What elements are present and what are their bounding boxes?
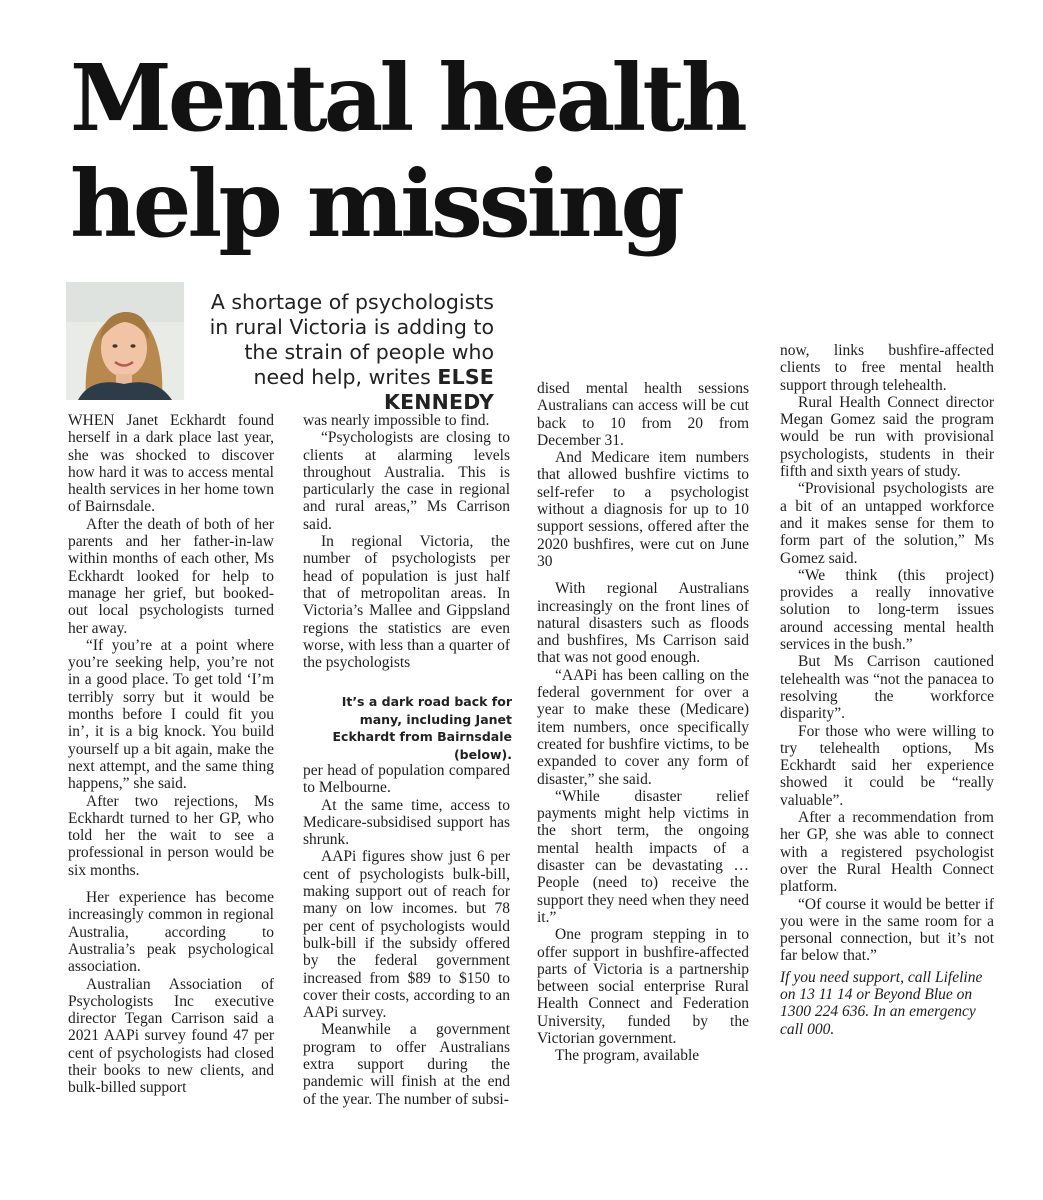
paragraph: At the same time, access to Medicare-subsidised support has shrunk.: [303, 796, 510, 849]
headline-line-1: Mental health: [70, 44, 744, 152]
paragraph: “If you’re at a point where you’re seeking help, you’re not in a good place. To get told ‘I’m terribly sorry but it would be months before I could fit you in’, it is a big knock. You build yourself up a bit again, make the next attempt, and the same thing happens,” she said.: [68, 636, 274, 793]
paragraph: WHEN Janet Eckhardt found herself in a dark place last year, she was shocked to discover how hard it was to access mental health services in her home town of Bairnsdale.: [68, 412, 274, 516]
paragraph: In regional Victoria, the number of psychologists per head of population is just half that of metropolitan areas. In Victoria’s Mallee and Gippsland regions the statistics are even worse, with less than a quarter of the psychologists: [303, 533, 510, 672]
paragraph: Her experience has become increasingly common in regional Australia, according to Australia’s peak psychological association.: [68, 889, 274, 976]
author-portrait: [66, 282, 184, 400]
column-3: [537, 380, 749, 1120]
paragraph: per head of population compared to Melbourne.: [303, 762, 510, 797]
paragraph: But Ms Carrison cautioned telehealth was “not the panacea to resolving the workforce disparity”.: [780, 653, 994, 723]
paragraph: For those who were willing to try telehealth options, Ms Eckhardt said her experience showed it could be “really valuable”.: [780, 722, 994, 809]
column-1: [68, 412, 274, 1132]
author-byline: ELSE KENNEDY: [384, 365, 494, 414]
paragraph: And Medicare item numbers that allowed bushfire victims to self-refer to a psychologist without a diagnosis for up to 10 support sessions, offered after the 2020 bushfires, were cut on June 30: [537, 449, 749, 570]
paragraph: now, links bushfire-affected clients to free mental health support through telehealth.: [780, 342, 994, 394]
headline: [70, 45, 990, 257]
paragraph: After a recommendation from her GP, she was able to connect with a registered psychologist over the Rural Health Connect platform.: [780, 809, 994, 896]
paragraph: With regional Australians increasingly on the front lines of natural disasters such as floods and bushfires, Ms Carrison said that was not good enough.: [537, 580, 749, 667]
paragraph: “Psychologists are closing to clients at alarming levels throughout Australia. This is particularly the case in regional and rural areas,” Ms Carrison said.: [303, 429, 510, 533]
paragraph: was nearly impossible to find.: [303, 412, 490, 429]
standfirst: [190, 290, 494, 415]
standfirst-text: A shortage of psychologists in rural Victoria is adding to the strain of people who need help, writes: [209, 290, 494, 389]
support-helpline-note: If you need support, call Lifeline on 13 11 14 or Beyond Blue on 1300 224 636. In an emergency call 000.: [780, 968, 983, 1038]
paragraph: “While disaster relief payments might help victims in the short term, the ongoing mental health impacts of a disaster can be devastating … People (need to) receive the support they need when they need it.”: [537, 787, 749, 926]
paragraph: dised mental health sessions Australians can access will be cut back to 10 from 20 from December 31.: [537, 380, 749, 449]
column-2-bottom: [303, 762, 510, 1134]
paragraph: Meanwhile a government program to offer Australians extra support during the pandemic will finish at the end of the year. The number of subsi-: [303, 1021, 510, 1108]
paragraph: AAPi figures show just 6 per cent of psychologists bulk-bill, making support out of reach for many on low incomes. but 78 per cent of psychologists would bulk-bill if the subsidy offered by the federal government increased from $89 to $150 to cover their costs, according to an AAPi survey.: [303, 848, 510, 1022]
photo-caption: It’s a dark road back for many, including Janet Eckhardt from Bairnsdale (below).: [332, 694, 512, 762]
paragraph: “Of course it would be better if you were in the same room for a personal connection, but it’s not far below that.”: [780, 895, 994, 965]
paragraph: Australian Association of Psychologists Inc executive director Tegan Carrison said a 2021 AAPi survey found 47 per cent of psychologists had closed their books to new clients, and bulk-billed support: [68, 975, 274, 1097]
column-2-top: [303, 412, 510, 680]
paragraph: After the death of both of her parents and her father-in-law within months of each other, Ms Eckhardt looked for help to manage her grief, but booked-out local psychologists turned her away.: [68, 515, 274, 637]
paragraph: “AAPi has been calling on the federal government for over a year to make these (Medicare) item numbers, once specifically created for bushfire victims, to be expanded to cover any form of disaster,” she said.: [537, 666, 749, 788]
paragraph: “Provisional psychologists are a bit of an untapped workforce and it makes sense for them to form part of the solution,” Ms Gomez said.: [780, 480, 994, 567]
headline-line-2: help missing: [70, 150, 681, 258]
column-4: [780, 342, 994, 1142]
paragraph: Rural Health Connect director Megan Gomez said the program would be run with provisional psychologists, students in their fifth and sixth years of study.: [780, 393, 994, 481]
paragraph: “We think (this project) provides a really innovative solution to long-term issues around accessing mental health services in the bush.”: [780, 566, 994, 654]
paragraph: The program, available: [555, 1047, 700, 1065]
paragraph: After two rejections, Ms Eckhardt turned to her GP, who told her the wait to see a professional in person would be six months.: [68, 792, 274, 879]
paragraph: One program stepping in to offer support in bushfire-affected parts of Victoria is a partnership between social enterprise Rural Health Connect and Federation University, funded by the Victorian government.: [537, 926, 749, 1047]
